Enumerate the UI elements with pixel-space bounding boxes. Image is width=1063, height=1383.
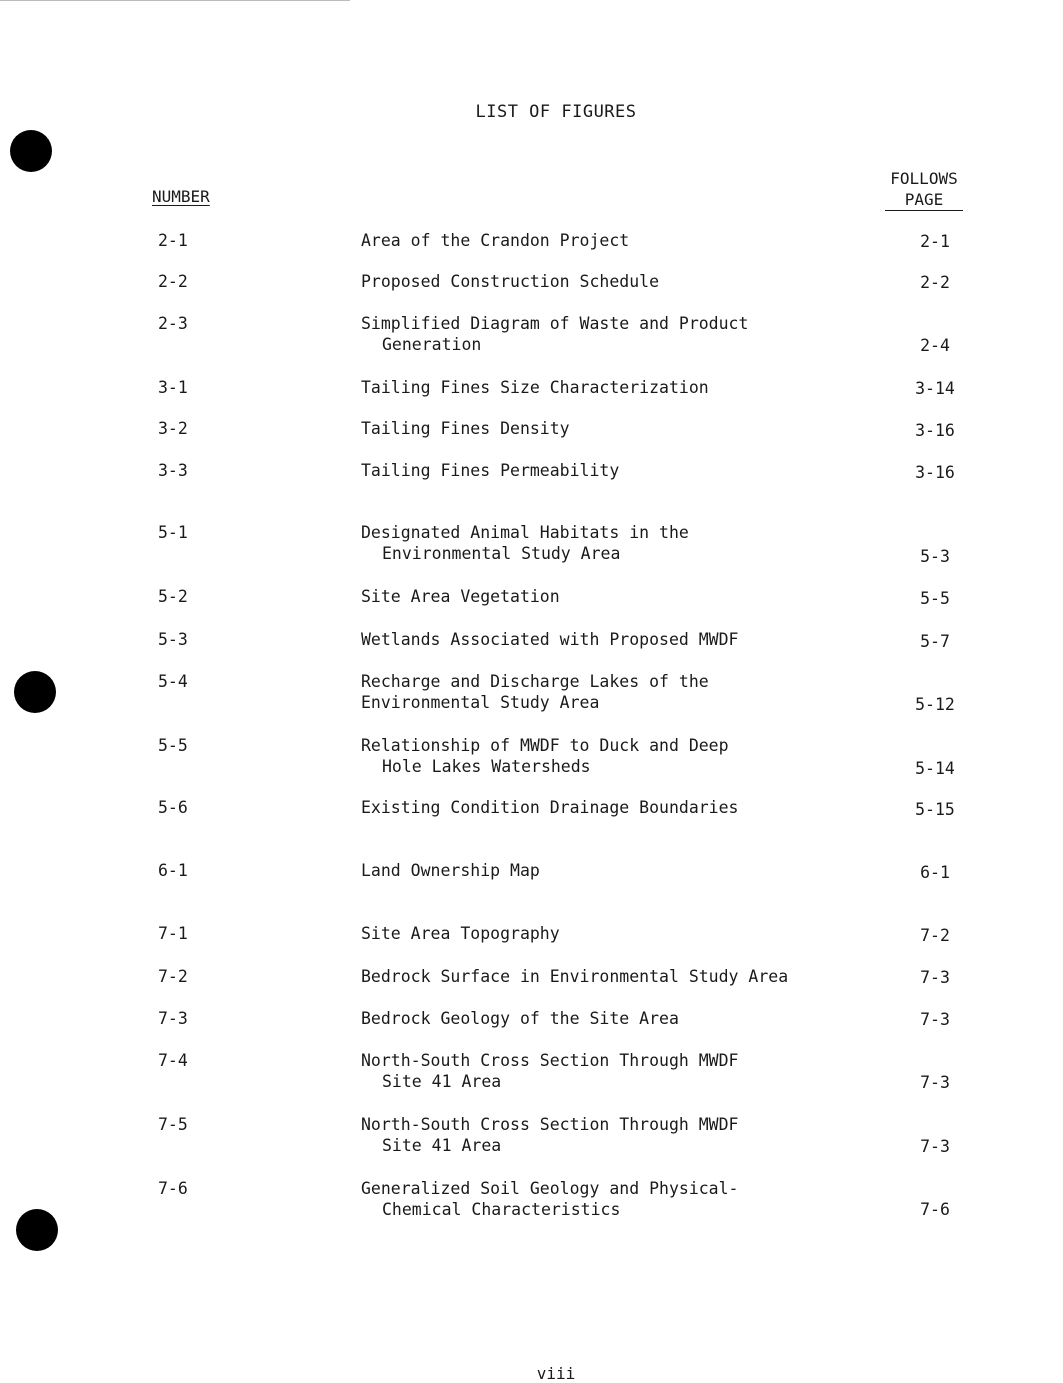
figure-title-line1: Wetlands Associated with Proposed MWDF [361, 630, 739, 649]
figure-title [361, 735, 841, 777]
figure-title-line1: Site Area Topography [361, 924, 560, 943]
follows-label: FOLLOWS [890, 169, 958, 188]
figure-page: 3-16 [915, 463, 955, 482]
figure-page: 5-3 [920, 547, 950, 566]
figure-number: 3-1 [158, 378, 188, 397]
figure-page: 3-14 [915, 379, 955, 398]
column-header-number: NUMBER [152, 187, 210, 206]
figure-title [361, 1008, 841, 1029]
figure-title [361, 1178, 841, 1220]
figure-title-line2: Generation [382, 335, 482, 354]
figure-title [361, 966, 861, 987]
figure-page: 3-16 [915, 421, 955, 440]
figure-title [361, 313, 841, 355]
page-title: LIST OF FIGURES [475, 102, 637, 122]
figure-title-line1: Bedrock Surface in Environmental Study Area [361, 967, 789, 986]
figure-title-line1: Proposed Construction Schedule [361, 272, 660, 291]
figure-page: 5-7 [920, 632, 950, 651]
figure-number: 7-4 [158, 1051, 188, 1070]
figure-page: 7-2 [920, 926, 950, 945]
figure-number: 2-1 [158, 231, 188, 250]
figure-page: 2-4 [920, 336, 950, 355]
figure-number: 5-6 [158, 798, 188, 817]
figure-title-line1: Designated Animal Habitats in the [361, 523, 689, 542]
figure-title-line2: Hole Lakes Watersheds [382, 757, 591, 776]
figure-title [361, 1114, 841, 1156]
figure-number: 5-3 [158, 630, 188, 649]
figure-title-line2: Environmental Study Area [382, 544, 621, 563]
figure-number: 5-5 [158, 736, 188, 755]
figure-title-line1: Existing Condition Drainage Boundaries [361, 798, 739, 817]
figure-title [361, 860, 841, 881]
figure-page: 7-6 [920, 1200, 950, 1219]
figure-number: 5-2 [158, 587, 188, 606]
figure-number: 6-1 [158, 861, 188, 880]
figure-title-line1: Land Ownership Map [361, 861, 540, 880]
figure-title-line1: Tailing Fines Permeability [361, 461, 620, 480]
figure-number: 5-1 [158, 523, 188, 542]
figure-page: 5-14 [915, 759, 955, 778]
page-number-footer: viii [536, 1364, 576, 1383]
punch-hole-middle [14, 671, 56, 713]
figure-title-line1: Tailing Fines Size Characterization [361, 378, 709, 397]
figure-number: 7-3 [158, 1009, 188, 1028]
figure-number: 2-3 [158, 314, 188, 333]
figure-number: 7-1 [158, 924, 188, 943]
figure-title [361, 671, 841, 713]
figure-number: 7-2 [158, 967, 188, 986]
figure-title [361, 460, 841, 481]
scan-edge-line [0, 0, 350, 1]
figure-title-line1: Site Area Vegetation [361, 587, 560, 606]
figure-page: 5-15 [915, 800, 955, 819]
figure-title [361, 1050, 841, 1092]
figure-title [361, 586, 841, 607]
punch-hole-top [10, 130, 52, 172]
figure-page: 7-3 [920, 1073, 950, 1092]
figure-page: 2-2 [920, 273, 950, 292]
figure-title [361, 923, 841, 944]
figure-title-line1: Tailing Fines Density [361, 419, 570, 438]
figure-number: 7-6 [158, 1179, 188, 1198]
figure-title [361, 418, 841, 439]
figure-title-line2: Environmental Study Area [361, 693, 600, 712]
figure-page: 5-12 [915, 695, 955, 714]
figure-page: 7-3 [920, 968, 950, 987]
figure-title [361, 230, 841, 251]
punch-hole-bottom [16, 1209, 58, 1251]
figure-title-line1: Area of the Crandon Project [361, 231, 630, 250]
figure-title-line1: Bedrock Geology of the Site Area [361, 1009, 679, 1028]
figure-page: 7-3 [920, 1010, 950, 1029]
figure-title [361, 522, 841, 564]
figure-page: 6-1 [920, 863, 950, 882]
figure-title-line2: Site 41 Area [382, 1072, 502, 1091]
figure-number: 5-4 [158, 672, 188, 691]
figure-title-line1: North-South Cross Section Through MWDF [361, 1115, 739, 1134]
figure-page: 5-5 [920, 589, 950, 608]
page-label: PAGE [885, 189, 963, 211]
figure-number: 3-2 [158, 419, 188, 438]
figure-number: 3-3 [158, 461, 188, 480]
figure-title-line1: Recharge and Discharge Lakes of the [361, 672, 709, 691]
figure-title [361, 377, 841, 398]
figure-title-line1: Simplified Diagram of Waste and Product [361, 314, 749, 333]
figure-page: 2-1 [920, 232, 950, 251]
figure-title-line2: Site 41 Area [382, 1136, 502, 1155]
figure-title-line1: North-South Cross Section Through MWDF [361, 1051, 739, 1070]
figure-number: 2-2 [158, 272, 188, 291]
figure-title-line1: Generalized Soil Geology and Physical- [361, 1179, 739, 1198]
figure-title-line1: Relationship of MWDF to Duck and Deep [361, 736, 729, 755]
figure-title [361, 797, 841, 818]
figure-number: 7-5 [158, 1115, 188, 1134]
figure-title-line2: Chemical Characteristics [382, 1200, 621, 1219]
column-header-follows-page [880, 168, 968, 211]
figure-page: 7-3 [920, 1137, 950, 1156]
figure-title [361, 271, 841, 292]
figure-title [361, 629, 841, 650]
